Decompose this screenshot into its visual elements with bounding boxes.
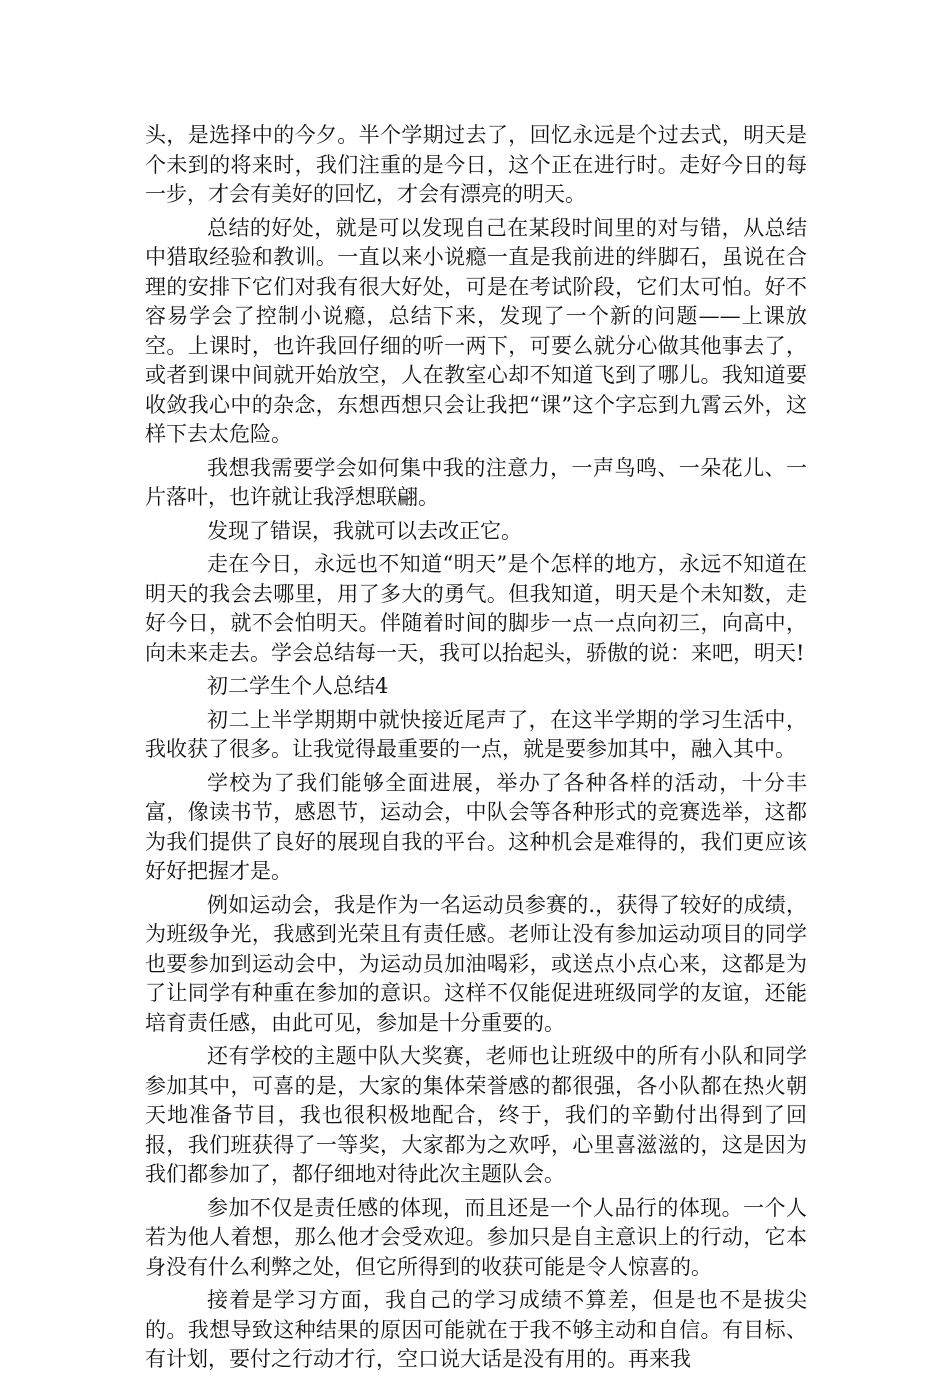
paragraph: 学校为了我们能够全面进展，举办了各种各样的活动，十分丰富，像读书节，感恩节，运动会，中队会等各种形式的竞赛选举，这都为我们提供了良好的展现自我的平台。这种机会是难得的，我们更应该好好把握才是。 bbox=[145, 770, 807, 883]
paragraph: 还有学校的主题中队大奖赛，老师也让班级中的所有小队和同学参加其中，可喜的是，大家的集体荣誉感的都很强，各小队都在热火朝天地准备节目，我也很积极地配合，终于，我们的辛勤付出得到了回报，我们班获得了一等奖，大家都为之欢呼，心里喜滋滋的，这是因为我们都参加了，都仔细地对待此次主题队会。 bbox=[145, 1044, 807, 1186]
document-body bbox=[145, 121, 807, 1379]
paragraph: 接着是学习方面，我自己的学习成绩不算差，但是也不是拔尖的。我想导致这种结果的原因可能就在于我不够主动和自信。有目标、有计划，要付之行动才行，空口说大话是没有用的。再来我 bbox=[145, 1288, 807, 1371]
paragraph: 初二上半学期期中就快接近尾声了，在这半学期的学习生活中，我收获了很多。让我觉得最重要的一点，就是要参加其中，融入其中。 bbox=[145, 707, 807, 761]
paragraph: 我想我需要学会如何集中我的注意力，一声鸟鸣、一朵花儿、一片落叶，也许就让我浮想联翩。 bbox=[145, 455, 807, 509]
paragraph: 参加不仅是责任感的体现，而且还是一个人品行的体现。一个人若为他人着想，那么他才会受欢迎。参加只是自主意识上的行动，它本身没有什么利弊之处，但它所得到的收获可能是令人惊喜的。 bbox=[145, 1195, 807, 1279]
paragraph: 总结的好处，就是可以发现自己在某段时间里的对与错，从总结中猎取经验和教训。一直以来小说瘾一直是我前进的绊脚石，虽说在合理的安排下它们对我有很大好处，可是在考试阶段，它们太可怕。好不容易学会了控制小说瘾，总结下来，发现了一个新的问题——上课放空。上课时，也许我回仔细的听一两下，可要么就分心做其他事去了，或者到课中间就开始放空，人在教室心却不知道飞到了哪儿。我知道要收敛我心中的杂念，东想西想只会让我把“课”这个字忘到九霄云外，这样下去太危险。 bbox=[145, 215, 807, 446]
paragraph: 发现了错误，我就可以去改正它。 bbox=[207, 518, 522, 543]
paragraph: 走在今日，永远也不知道“明天”是个怎样的地方，永远不知道在明天的我会去哪里，用了多大的勇气。但我知道，明天是个未知数，走好今日，就不会怕明天。伴随着时间的脚步一点一点向初三，向高中，向未来走去。学会总结每一天，我可以抬起头，骄傲的说：来吧，明天! bbox=[145, 552, 807, 665]
paragraph: 例如运动会，我是作为一名运动员参赛的.，获得了较好的成绩，为班级争光，我感到光荣且有责任感。老师让没有参加运动项目的同学也要参加到运动会中，为运动员加油喝彩，或送点小点心来，这都是为了让同学有种重在参加的意识。这样不仅能促进班级同学的友谊，还能培育责任感，由此可见，参加是十分重要的。 bbox=[145, 892, 807, 1035]
section-heading: 初二学生个人总结4 bbox=[207, 674, 389, 698]
paragraph-continuation: 头，是选择中的今夕。半个学期过去了，回忆永远是个过去式，明天是个未到的将来时，我们注重的是今日，这个正在进行时。走好今日的每一步，才会有美好的回忆，才会有漂亮的明天。 bbox=[145, 123, 807, 206]
